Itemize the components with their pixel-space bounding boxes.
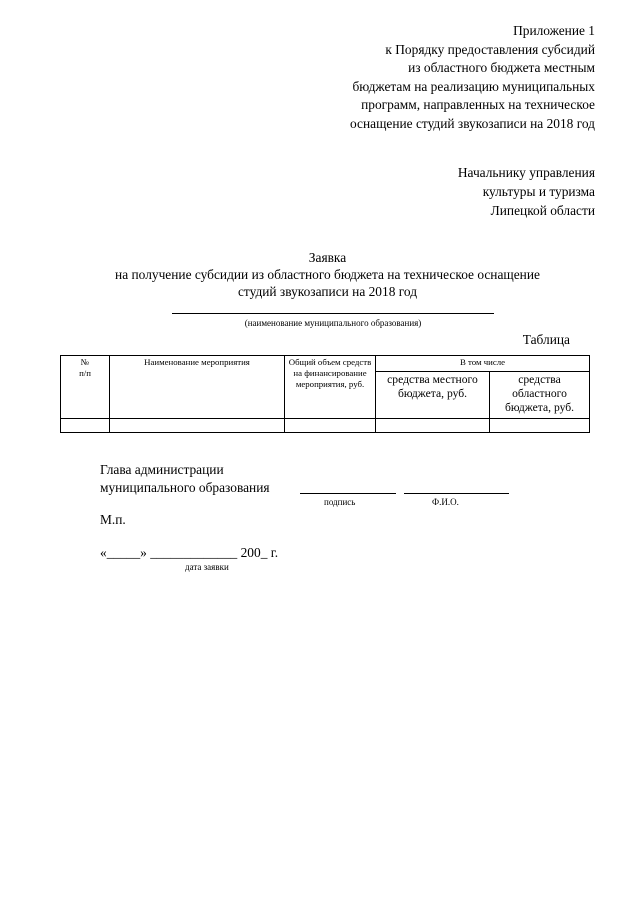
header-local-budget: средства местного бюджета, руб. (376, 372, 490, 419)
annex-line: из областного бюджета местным (408, 60, 595, 75)
document-title (0, 249, 640, 300)
table-cell[interactable] (110, 419, 285, 433)
addressee-line: культуры и туризма (482, 184, 595, 199)
signature-caption: подпись (324, 497, 356, 507)
title-line: студий звукозаписи на 2018 год (237, 284, 418, 299)
header-event-name: Наименование мероприятия (110, 356, 285, 419)
header-including: В том числе (376, 356, 590, 372)
title-heading: Заявка (308, 250, 347, 265)
addressee-block (458, 163, 595, 220)
signature-title: муниципального образования (100, 480, 270, 495)
application-table (60, 355, 590, 433)
header-number: № п/п (61, 356, 110, 419)
municipality-caption: (наименование муниципального образования) (244, 318, 422, 328)
annex-header (350, 22, 595, 133)
addressee-line: Начальнику управления (457, 165, 595, 180)
header-regional-budget: средства областного бюджета, руб. (490, 372, 590, 419)
date-caption: дата заявки (185, 562, 229, 572)
annex-line: Приложение 1 (513, 23, 595, 38)
signature-block (100, 461, 270, 497)
stamp-placeholder: М.п. (100, 512, 126, 527)
full-name-line[interactable] (404, 493, 509, 494)
municipality-name-line (172, 313, 494, 314)
addressee-line: Липецкой области (490, 203, 595, 218)
title-line: на получение субсидии из областного бюджета на техническое оснащение (115, 267, 540, 282)
signature-title: Глава администрации (100, 462, 224, 477)
annex-line: к Порядку предоставления субсидий (385, 41, 595, 57)
table-cell[interactable] (285, 419, 376, 433)
table-cell[interactable] (490, 419, 590, 433)
table-row (61, 419, 590, 433)
full-name-caption: Ф.И.О. (432, 497, 459, 507)
annex-line: бюджетам на реализацию муниципальных (352, 78, 595, 94)
date-field[interactable]: «_____» _____________ 200_ г. (100, 545, 279, 560)
table-cell[interactable] (61, 419, 110, 433)
annex-line: программ, направленных на техническое (361, 97, 595, 112)
table-cell[interactable] (376, 419, 490, 433)
annex-line: оснащение студий звукозаписи на 2018 год (349, 115, 595, 131)
header-total-funds: Общий объем средств на финансирование мероприятия, руб. (285, 356, 376, 419)
signature-line[interactable] (300, 493, 396, 494)
table-label: Таблица (522, 332, 570, 347)
